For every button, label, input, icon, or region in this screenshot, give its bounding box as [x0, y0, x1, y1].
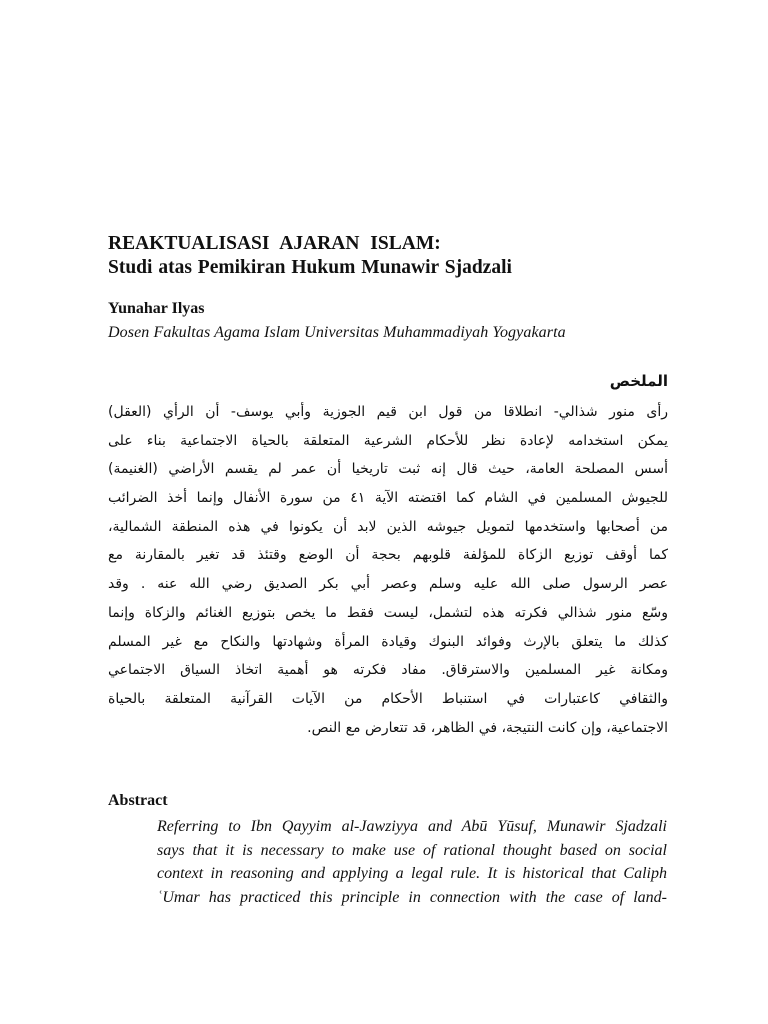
arabic-summary-heading: الملخص	[609, 372, 668, 390]
abstract-line: says that it is necessary to make use of rational thought based on social	[157, 841, 667, 859]
arabic-line: للجيوش المسلمين في الشام كما اقتضته الآية ٤١ من سورة الأنفال وإنما أخذ الضرائب	[108, 490, 668, 507]
abstract-line: context in reasoning and applying a legal rule. It is historical that Caliph	[157, 865, 667, 882]
abstract-heading: Abstract	[108, 792, 168, 809]
arabic-line: عصر الرسول صلى الله عليه وسلم وعصر أبي بكر الصديق رضي الله عنه . وقد	[108, 576, 668, 593]
arabic-line: ومكانة غير المسلمين والاسترقاق. مفاد فكرته هو أهمية اتخاذ السياق الاجتماعي	[108, 662, 668, 679]
author-name: Yunahar Ilyas	[108, 300, 205, 317]
arabic-line: أسس المصلحة العامة، حيث قال إنه ثبت تاريخيا أن عمر لم يقسم الأراضي (الغنيمة)	[108, 461, 668, 478]
abstract-body	[157, 815, 667, 909]
arabic-line: يمكن استخدامه لإعادة نظر للأحكام الشرعية المتعلقة بالحياة الاجتماعية بناء على	[108, 432, 668, 449]
title-subtitle: Studi atas Pemikiran Hukum Munawir Sjadzali	[108, 257, 512, 278]
article-title	[108, 232, 668, 280]
arabic-line: وسّع منور شذالي فكرته هذه لتشمل، ليست فقط ما يخص بتوزيع الغنائم والزكاة وإنما	[108, 604, 668, 621]
arabic-line: كذلك ما يتعلق بالإرث وفوائد البنوك وقيادة المرأة وشهادتها والنكاح مع غير المسلم	[108, 633, 668, 650]
author-affiliation: Dosen Fakultas Agama Islam Universitas Muhammadiyah Yogyakarta	[108, 324, 566, 341]
abstract-line: Referring to Ibn Qayyim al-Jawziyya and Abū Yūsuf, Munawir Sjadzali	[157, 818, 667, 835]
arabic-line: والثقافي كاعتبارات في استنباط الأحكام من الآيات القرآنية المتعلقة بالحياة	[108, 690, 668, 707]
abstract-line: ʿUmar has practiced this principle in connection with the case of land-	[157, 888, 667, 906]
arabic-line: الاجتماعية، وإن كانت النتيجة، في الظاهر، قد تتعارض مع النص.	[307, 719, 668, 736]
arabic-summary-body	[108, 398, 668, 742]
arabic-line: كما أوقف توزيع الزكاة للمؤلفة قلوبهم بحجة أن الوضع وقتئذ قد تغير بالمقارنة مع	[108, 547, 668, 564]
title-main: REAKTUALISASI AJARAN ISLAM:	[108, 233, 441, 254]
arabic-line: رأى منور شذالي- انطلاقا من قول ابن قيم الجوزية وأبي يوسف- أن الرأي (العقل)	[108, 404, 668, 420]
arabic-line: من أصحابها واستخدمها لتمويل جيوشه الذين لابد أن يكونوا في هذه المنطقة الشمالية،	[108, 518, 668, 535]
